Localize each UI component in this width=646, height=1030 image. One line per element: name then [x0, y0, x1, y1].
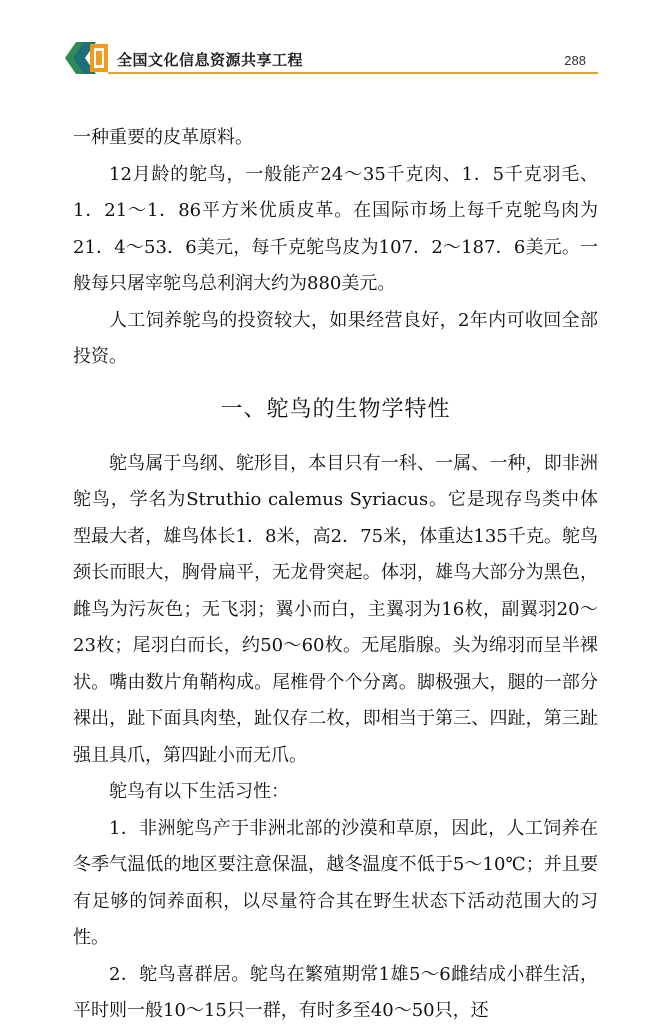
paragraph-continuation: 一种重要的皮革原料。 [73, 127, 253, 148]
paragraph-habit-2: 2．鸵鸟喜群居。鸵鸟在繁殖期常1雄5～6雌结成小群生活，平时则一般10～15只一群，有时多至40～50只，还 [73, 963, 598, 1021]
page-number: 288 [564, 53, 586, 68]
paragraph-habit-1: 1．非洲鸵鸟产于非洲北部的沙漠和草原，因此，人工饲养在冬季气温低的地区要注意保温，越冬温度不低于5～10℃；并且要有足够的饲养面积，以尽量符合其在野生状态下活动范围大的习性。 [73, 817, 598, 948]
paragraph-investment: 人工饲养鸵鸟的投资较大，如果经营良好，2年内可收回全部投资。 [73, 309, 598, 367]
section-title: 一、鸵鸟的生物学特性 [220, 396, 451, 422]
site-name: 全国文化信息资源共享工程 [117, 51, 304, 69]
page-header [0, 0, 646, 80]
paragraph-biology: 鸵鸟属于鸟纲、鸵形目，本目只有一科、一属、一种，即非洲鸵鸟，学名为Struthio calemus Syriacus。它是现存鸟类中体型最大者，雄鸟体长1．8米，高2．75米，体重达135千克。鸵鸟颈长而眼大，胸骨扁平，无龙骨突起。体羽，雄鸟大部分为黑色，雌鸟为污灰色；无飞羽；翼小而白，主翼羽为16枚，副翼羽20～23枚；尾羽白而长，约50～60枚。无尾脂腺。头为绵羽而呈半裸状。嘴由数片角鞘构成。尾椎骨个个分离。脚极强大，腿的一部分裸出，趾下面具肉垫，趾仅存二枚，即相当于第三、四趾，第三趾强且具爪，第四趾小而无爪。 [73, 452, 598, 766]
page-body [73, 120, 598, 1030]
paragraph-habits-intro: 鸵鸟有以下生活习性： [109, 781, 289, 802]
logo-icon [64, 40, 114, 76]
header-divider [108, 72, 598, 74]
paragraph-yield: 12月龄的鸵鸟，一般能产24～35千克肉、1．5千克羽毛、1．21～1．86平方米优质皮革。在国际市场上每千克鸵鸟肉为21．4～53．6美元，每千克鸵鸟皮为107．2～187．6美元。一般每只屠宰鸵鸟总利润大约为880美元。 [73, 163, 598, 294]
